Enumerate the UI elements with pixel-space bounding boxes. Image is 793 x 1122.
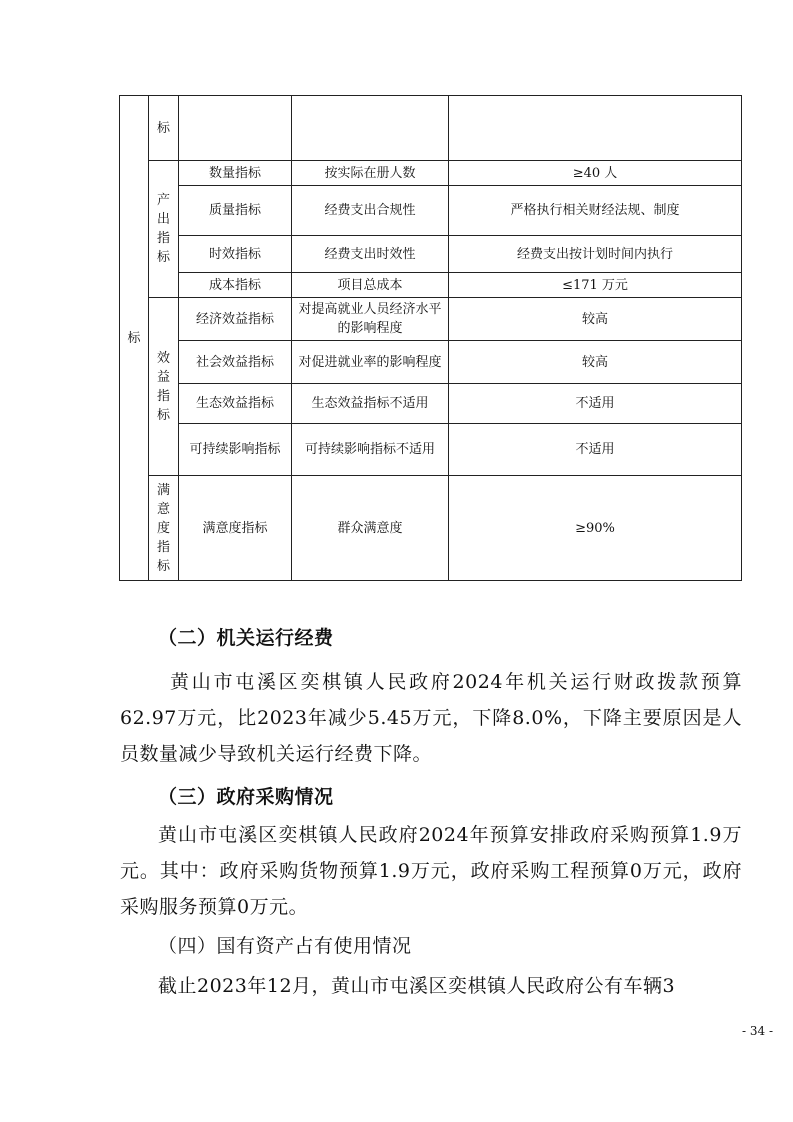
table-cell-value: ≤171 万元: [449, 273, 742, 298]
table-cell-level4: 群众满意度: [292, 476, 449, 581]
paragraph-procurement: 黄山市屯溪区奕棋镇人民政府2024年预算安排政府采购预算1.9万元。其中：政府采购货物预算1.9万元，政府采购工程预算0万元，政府采购服务预算0万元。: [120, 824, 742, 918]
section-heading-state-assets: （四）国有资产占有使用情况: [158, 935, 412, 957]
table-cell-level3: 可持续影响指标: [179, 424, 292, 476]
table-cell-level3: 数量指标: [179, 161, 292, 186]
table-cell-level3: 生态效益指标: [179, 384, 292, 424]
table-cell-level4: 生态效益指标不适用: [292, 384, 449, 424]
group-output-label: 产出指标: [149, 161, 179, 298]
table-cell-level2: 标: [149, 96, 179, 161]
table-cell-level3: 成本指标: [179, 273, 292, 298]
table-cell-value: 不适用: [449, 384, 742, 424]
section-heading-operating-funds: （二）机关运行经费: [158, 627, 334, 649]
table-cell-level3: 满意度指标: [179, 476, 292, 581]
performance-indicator-table: [119, 95, 742, 581]
table-cell-level3: 经济效益指标: [179, 298, 292, 341]
table-cell-value: 不适用: [449, 424, 742, 476]
group-benefit-label: 效益指标: [149, 298, 179, 476]
section-heading-procurement: （三）政府采购情况: [158, 786, 334, 808]
table-cell-value: 较高: [449, 298, 742, 341]
table-cell-level3: 质量指标: [179, 186, 292, 236]
page-number: - 34 -: [742, 1024, 774, 1038]
table-cell-level3: 时效指标: [179, 236, 292, 273]
table-cell-value: ≥40 人: [449, 161, 742, 186]
table-cell-level4: 按实际在册人数: [292, 161, 449, 186]
table-cell-level3: 社会效益指标: [179, 341, 292, 384]
table-cell-value: [449, 96, 742, 161]
table-cell-value: 经费支出按计划时间内执行: [449, 236, 742, 273]
table-cell-value: 较高: [449, 341, 742, 384]
table-cell-level4: 对促进就业率的影响程度: [292, 341, 449, 384]
table-cell-level4: 可持续影响指标不适用: [292, 424, 449, 476]
table-cell-level3: [179, 96, 292, 161]
table-cell-level1: 标: [120, 96, 149, 581]
table-cell-level4: 经费支出时效性: [292, 236, 449, 273]
paragraph-operating-funds: 黄山市屯溪区奕棋镇人民政府2024年机关运行财政拨款预算62.97万元，比2023年减少5.45万元，下降8.0%，下降主要原因是人员数量减少导致机关运行经费下降。: [120, 671, 742, 765]
group-satisfaction-label: 满意度指标: [149, 476, 179, 581]
table-cell-level4: 经费支出合规性: [292, 186, 449, 236]
table-cell-level4: [292, 96, 449, 161]
table-cell-level4: 对提高就业人员经济水平的影响程度: [292, 298, 449, 341]
paragraph-state-assets: 截止2023年12月，黄山市屯溪区奕棋镇人民政府公有车辆3: [158, 975, 676, 997]
table-cell-value: 严格执行相关财经法规、制度: [449, 186, 742, 236]
table-cell-value: ≥90%: [449, 476, 742, 581]
table-cell-level4: 项目总成本: [292, 273, 449, 298]
